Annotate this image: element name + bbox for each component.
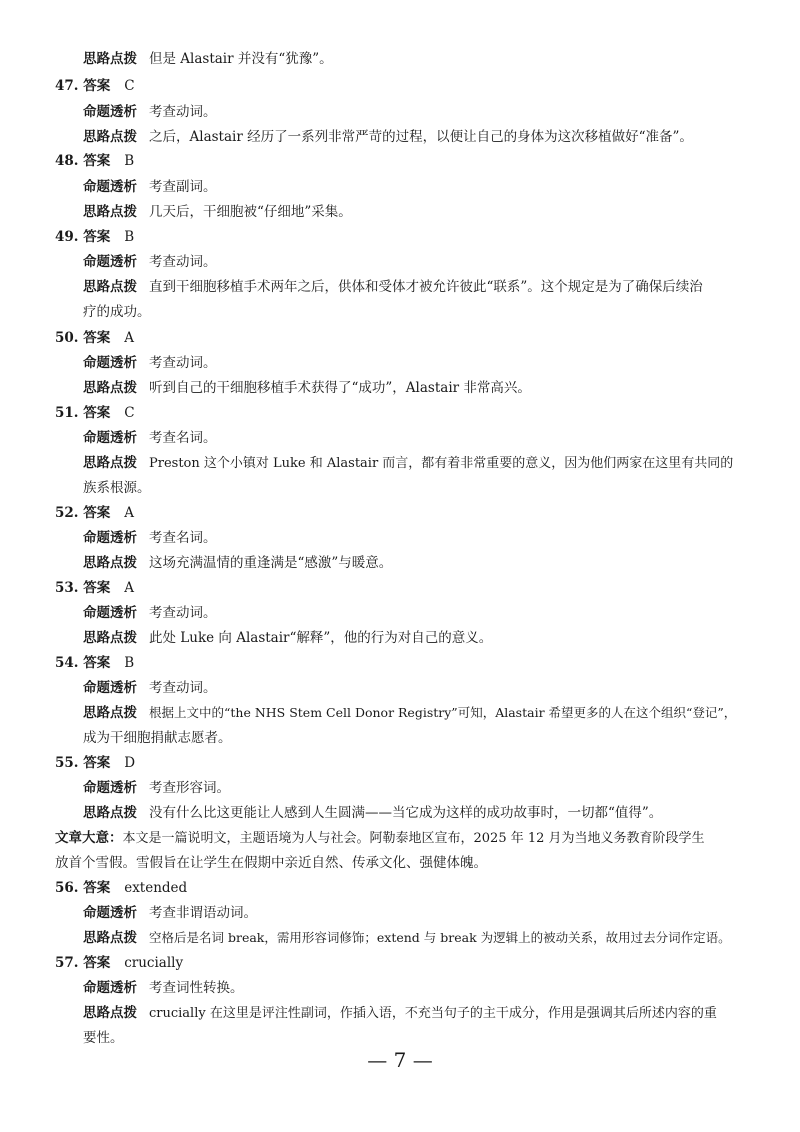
summary-text-continued: 放首个雪假。雪假旨在让学生在假期中亲近自然、传承文化、强健体魄。 (55, 855, 487, 871)
hint-continuation-57 (83, 1028, 124, 1048)
answer-line-47 (55, 76, 135, 96)
hint-label: 思路点拨 (83, 555, 137, 571)
answer-label: 答案 (83, 405, 111, 421)
hint-text-continued: 成为干细胞捐献志愿者。 (83, 730, 232, 746)
answer-label: 答案 (83, 505, 111, 521)
analysis-line-48 (83, 177, 217, 197)
analysis-label: 命题透析 (83, 530, 137, 546)
answer-value: crucially (124, 955, 184, 971)
analysis-text: 考查动词。 (149, 680, 217, 696)
article-summary-line-2 (55, 853, 487, 873)
answer-line-57 (55, 953, 183, 973)
analysis-line-57 (83, 978, 244, 998)
analysis-line-52 (83, 528, 217, 548)
answer-value: A (124, 580, 134, 596)
analysis-line-53 (83, 603, 217, 623)
analysis-line-51 (83, 428, 217, 448)
hint-text-continued: 要性。 (83, 1030, 124, 1046)
analysis-label: 命题透析 (83, 430, 137, 446)
hint-text: 根据上文中的“the NHS Stem Cell Donor Registry”可知，Alastair 希望更多的人在这个组织“登记”， (149, 705, 737, 720)
hint-label: 思路点拨 (83, 1005, 137, 1021)
analysis-label: 命题透析 (83, 104, 137, 120)
analysis-label: 命题透析 (83, 179, 137, 195)
analysis-text: 考查动词。 (149, 104, 217, 120)
hint-line-50 (83, 378, 531, 398)
article-summary-line-1 (55, 828, 705, 849)
hint-line-48 (83, 202, 352, 222)
hint-text-continued: 疗的成功。 (83, 304, 151, 320)
analysis-text: 考查词性转换。 (149, 980, 244, 996)
answer-line-50 (55, 328, 134, 348)
answer-value: extended (124, 880, 188, 896)
question-number: 56. (55, 880, 79, 896)
answer-value: B (124, 153, 135, 169)
analysis-text: 考查形容词。 (149, 780, 230, 796)
summary-text: 本文是一篇说明文，主题语境为人与社会。阿勒泰地区宣布，2025 年 12 月为当地义务教育阶段学生 (122, 831, 705, 846)
analysis-line-47 (83, 102, 217, 122)
hint-text: 空格后是名词 break，需用形容词修饰；extend 与 break 为逻辑上的被动关系，故用过去分词作定语。 (149, 930, 731, 945)
answer-line-56 (55, 878, 187, 898)
page-number: — 7 — (367, 1048, 433, 1072)
hint-label: 思路点拨 (83, 630, 137, 646)
answer-line-55 (55, 753, 135, 773)
analysis-label: 命题透析 (83, 980, 137, 996)
analysis-line-54 (83, 678, 217, 698)
analysis-label: 命题透析 (83, 254, 137, 270)
hint-continuation-49 (83, 302, 151, 322)
hint-label: 思路点拨 (83, 279, 137, 295)
answer-line-48 (55, 151, 134, 171)
analysis-label: 命题透析 (83, 680, 137, 696)
answer-label: 答案 (83, 78, 111, 94)
hint-text: 没有什么比这更能让人感到人生圆满——当它成为这样的成功故事时，一切都“值得”。 (149, 805, 663, 821)
hint-label: 思路点拨 (83, 204, 137, 220)
hint-text: 直到干细胞移植手术两年之后，供体和受体才被允许彼此“联系”。这个规定是为了确保后续治 (149, 279, 703, 295)
analysis-label: 命题透析 (83, 905, 137, 921)
answer-value: C (124, 78, 135, 94)
summary-label: 文章大意： (55, 830, 123, 846)
question-number: 53. (55, 580, 79, 596)
hint-label: 思路点拨 (83, 805, 137, 821)
answer-label: 答案 (83, 755, 111, 771)
hint-text: 几天后，干细胞被“仔细地”采集。 (149, 204, 352, 220)
answer-value: A (124, 330, 134, 346)
hint-line-55 (83, 803, 662, 823)
hint-line-54 (83, 703, 736, 723)
answer-label: 答案 (83, 955, 111, 971)
hint-line-47 (83, 127, 693, 147)
analysis-text: 考查动词。 (149, 605, 217, 621)
hint-label: 思路点拨 (83, 51, 137, 67)
hint-label: 思路点拨 (83, 930, 137, 946)
analysis-line-50 (83, 353, 217, 373)
hint-continuation-54 (83, 728, 232, 748)
question-number: 47. (55, 78, 79, 94)
answer-label: 答案 (83, 655, 111, 671)
analysis-label: 命题透析 (83, 605, 137, 621)
answer-value: D (124, 755, 136, 771)
hint-line-49 (83, 277, 703, 297)
answer-line-53 (55, 578, 134, 598)
answer-label: 答案 (83, 580, 111, 596)
analysis-text: 考查动词。 (149, 254, 217, 270)
hint-continuation-51 (83, 478, 151, 498)
hint-line-46 (83, 49, 333, 69)
question-number: 48. (55, 153, 79, 169)
analysis-text: 考查动词。 (149, 355, 217, 371)
analysis-text: 考查副词。 (149, 179, 217, 195)
answer-value: B (124, 655, 135, 671)
question-number: 52. (55, 505, 79, 521)
hint-line-56 (83, 928, 731, 948)
hint-line-53 (83, 628, 492, 648)
answer-value: A (124, 505, 134, 521)
hint-label: 思路点拨 (83, 705, 137, 721)
question-number: 49. (55, 229, 79, 245)
answer-line-52 (55, 503, 134, 523)
question-number: 57. (55, 955, 79, 971)
hint-label: 思路点拨 (83, 380, 137, 396)
answer-label: 答案 (83, 880, 111, 896)
analysis-text: 考查非谓语动词。 (149, 905, 257, 921)
question-number: 50. (55, 330, 79, 346)
analysis-text: 考查名词。 (149, 530, 217, 546)
answer-value: C (124, 405, 135, 421)
hint-text: Preston 这个小镇对 Luke 和 Alastair 而言，都有着非常重要的意义，因为他们两家在这里有共同的 (149, 456, 734, 471)
hint-line-52 (83, 553, 392, 573)
question-number: 55. (55, 755, 79, 771)
hint-text: 但是 Alastair 并没有“犹豫”。 (149, 51, 333, 67)
analysis-text: 考查名词。 (149, 430, 217, 446)
answer-line-49 (55, 227, 134, 247)
hint-line-57 (83, 1003, 717, 1024)
hint-text: crucially 在这里是评注性副词，作插入语，不充当句子的主干成分，作用是强调其后所述内容的重 (149, 1006, 717, 1021)
analysis-label: 命题透析 (83, 355, 137, 371)
analysis-line-56 (83, 903, 257, 923)
answer-label: 答案 (83, 229, 111, 245)
question-number: 51. (55, 405, 79, 421)
question-number: 54. (55, 655, 79, 671)
answer-line-51 (55, 403, 135, 423)
hint-text: 听到自己的干细胞移植手术获得了“成功”，Alastair 非常高兴。 (149, 380, 531, 396)
answer-value: B (124, 229, 135, 245)
hint-label: 思路点拨 (83, 455, 137, 471)
hint-label: 思路点拨 (83, 129, 137, 145)
analysis-line-55 (83, 778, 230, 798)
answer-label: 答案 (83, 330, 111, 346)
hint-text: 此处 Luke 向 Alastair“解释”，他的行为对自己的意义。 (149, 630, 493, 646)
hint-line-51 (83, 453, 733, 474)
hint-text: 这场充满温情的重逢满是“感激”与暖意。 (149, 555, 393, 571)
answer-label: 答案 (83, 153, 111, 169)
hint-text: 之后，Alastair 经历了一系列非常严苛的过程，以便让自己的身体为这次移植做好“准备”。 (149, 129, 693, 145)
answer-line-54 (55, 653, 134, 673)
analysis-line-49 (83, 252, 217, 272)
hint-text-continued: 族系根源。 (83, 480, 151, 496)
analysis-label: 命题透析 (83, 780, 137, 796)
